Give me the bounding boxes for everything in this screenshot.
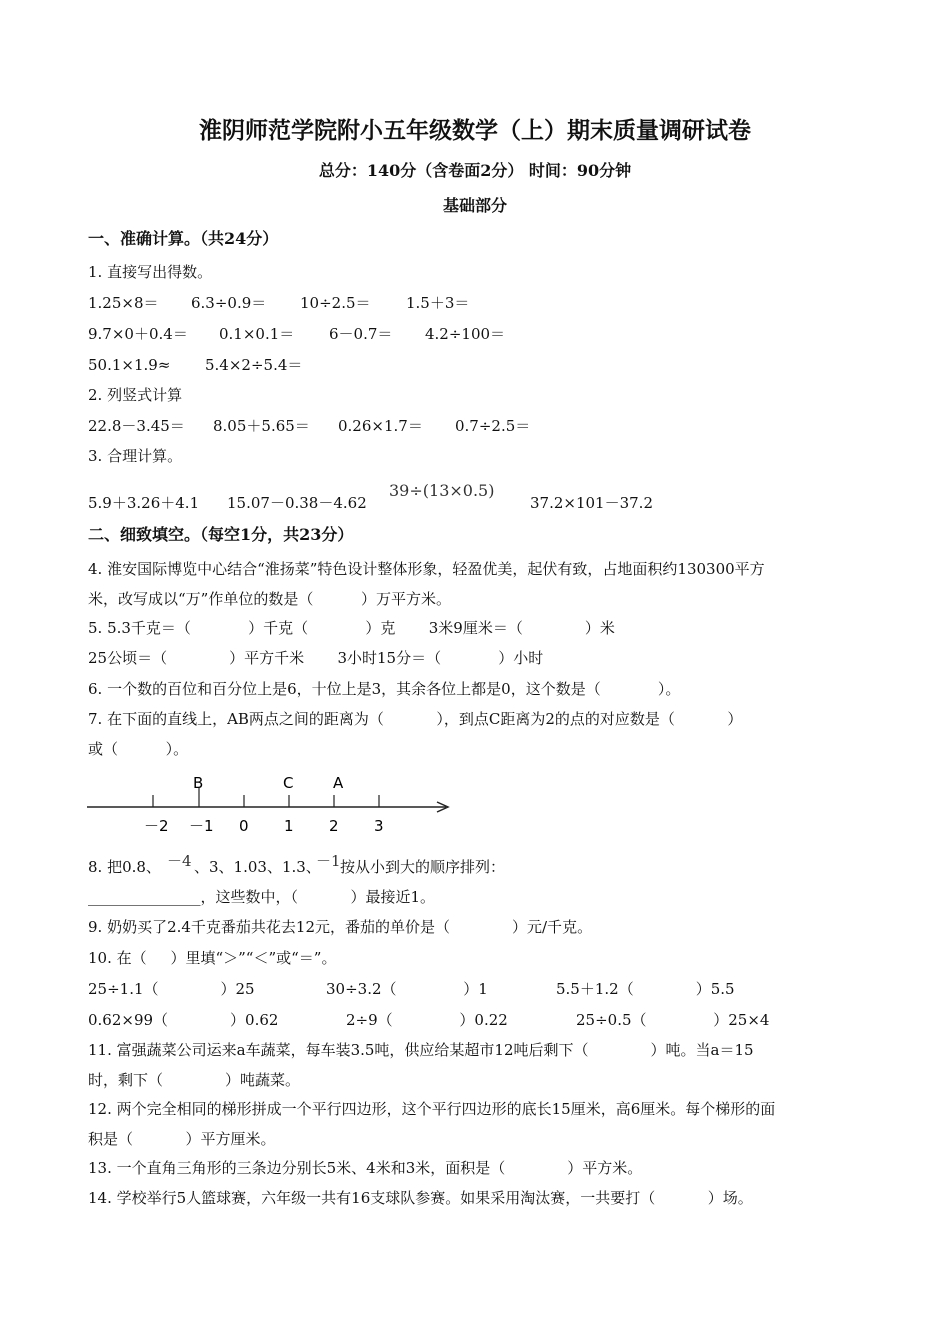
q1-label: 1. 直接写出得数。 — [88, 263, 213, 281]
q1-item: 1.5＋3＝ — [406, 294, 470, 312]
q8-line2: _______________，这些数中，（ ）最接近1。 — [88, 888, 435, 906]
exam-title: 淮阴师范学院附小五年级数学（上）期末质量调研试卷 — [199, 117, 751, 144]
q1-item: 6－0.7＝ — [329, 325, 393, 343]
q13-line: 13. 一个直角三角形的三条边分别长5米、4米和3米，面积是（ ）平方米。 — [88, 1159, 643, 1177]
q8-suffix: 按从小到大的顺序排列： — [340, 858, 506, 876]
q8-prefix: 8. 把0.8、 — [88, 858, 161, 876]
tick-label: －2 — [144, 817, 169, 835]
section2-heading: 二、细致填空。（每空1分，共23分） — [88, 525, 354, 544]
exam-subtitle: 总分：140分（含卷面2分） 时间：90分钟 — [318, 161, 632, 180]
q10-item: 0.62×99（ ）0.62 — [88, 1011, 279, 1029]
q4-line2: 米，改写成以“万”作单位的数是（ ）万平方米。 — [88, 590, 452, 608]
q1-item: 0.1×0.1＝ — [219, 325, 295, 343]
point-label-b: B — [193, 774, 204, 792]
q7-line2: 或（ ）。 — [88, 740, 189, 758]
q1-item: 1.25×8＝ — [88, 294, 159, 312]
q7-line1: 7. 在下面的直线上，AB两点之间的距离为（ ），到点C距离为2的点的对应数是（ ） — [88, 710, 743, 728]
q2-label: 2. 列竖式计算 — [88, 386, 183, 404]
point-label-c: C — [283, 774, 294, 792]
q8-mid: 、3、1.03、1.3、 — [194, 858, 321, 876]
q10-line: 10. 在（ ）里填“＞”“＜”或“＝”。 — [88, 949, 337, 967]
q11-line2: 时，剩下（ ）吨蔬菜。 — [88, 1071, 300, 1089]
tick-label: －1 — [189, 817, 214, 835]
q10-item: 25÷0.5（ ）25×4 — [576, 1011, 770, 1029]
q5-line1: 5. 5.3千克＝（ ）千克（ ）克 3米9厘米＝（ ）米 — [88, 619, 615, 637]
q3-label: 3. 合理计算。 — [88, 447, 183, 465]
q5-line2: 25公顷＝（ ）平方千米 3小时15分＝（ ）小时 — [88, 649, 544, 667]
q10-item: 5.5＋1.2（ ）5.5 — [556, 980, 735, 998]
q2-item: 8.05＋5.65＝ — [213, 417, 310, 435]
tick-label: 2 — [329, 817, 339, 835]
tick-label: 1 — [284, 817, 294, 835]
q4-line1: 4. 淮安国际博览中心结合“淮扬菜”特色设计整体形象，轻盈优美，起伏有致，占地面积约130300平方 — [88, 560, 765, 578]
q1-item: 50.1×1.9≈ — [88, 356, 171, 374]
q2-item: 0.7÷2.5＝ — [455, 417, 531, 435]
q14-line: 14. 学校举行5人篮球赛，六年级一共有16支球队参赛。如果采用淘汰赛，一共要打（ ）场。 — [88, 1189, 753, 1207]
q2-item: 0.26×1.7＝ — [338, 417, 423, 435]
number-line — [82, 768, 462, 840]
q10-item: 2÷9（ ）0.22 — [346, 1011, 508, 1029]
q11-line1: 11. 富强蔬菜公司运来a车蔬菜，每车装3.5吨，供应给某超市12吨后剩下（ ）吨。当a＝15 — [88, 1041, 754, 1059]
q1-item: 9.7×0＋0.4＝ — [88, 325, 188, 343]
q6-line: 6. 一个数的百位和百分位上是6，十位上是3，其余各位上都是0，这个数是（ ）。 — [88, 680, 681, 698]
q3-item: 15.07－0.38－4.62 — [227, 494, 367, 512]
tick-label: 3 — [374, 817, 384, 835]
q1-item: 5.4×2÷5.4＝ — [205, 356, 303, 374]
q3-formula: 39÷(13×0.5) — [389, 481, 495, 500]
q2-item: 22.8－3.45＝ — [88, 417, 185, 435]
q12-line1: 12. 两个完全相同的梯形拼成一个平行四边形，这个平行四边形的底长15厘米，高6厘米。每个梯形的面 — [88, 1100, 776, 1118]
tick-label: 0 — [239, 817, 249, 835]
q9-line: 9. 奶奶买了2.4千克番茄共花去12元，番茄的单价是（ ）元/千克。 — [88, 918, 593, 936]
q3-item: 37.2×101－37.2 — [530, 494, 653, 512]
part-heading: 基础部分 — [442, 196, 507, 215]
section1-heading: 一、准确计算。（共24分） — [88, 229, 279, 248]
point-label-a: A — [333, 774, 344, 792]
q3-item: 5.9＋3.26＋4.1 — [88, 494, 200, 512]
q10-item: 25÷1.1（ ）25 — [88, 980, 255, 998]
q1-item: 6.3÷0.9＝ — [191, 294, 267, 312]
q12-line2: 积是（ ）平方厘米。 — [88, 1130, 276, 1148]
q8-neg4: －4 — [167, 852, 192, 870]
q8-neg1: －1 — [316, 852, 341, 870]
q1-item: 10÷2.5＝ — [300, 294, 371, 312]
q10-item: 30÷3.2（ ）1 — [326, 980, 488, 998]
q1-item: 4.2÷100＝ — [425, 325, 506, 343]
